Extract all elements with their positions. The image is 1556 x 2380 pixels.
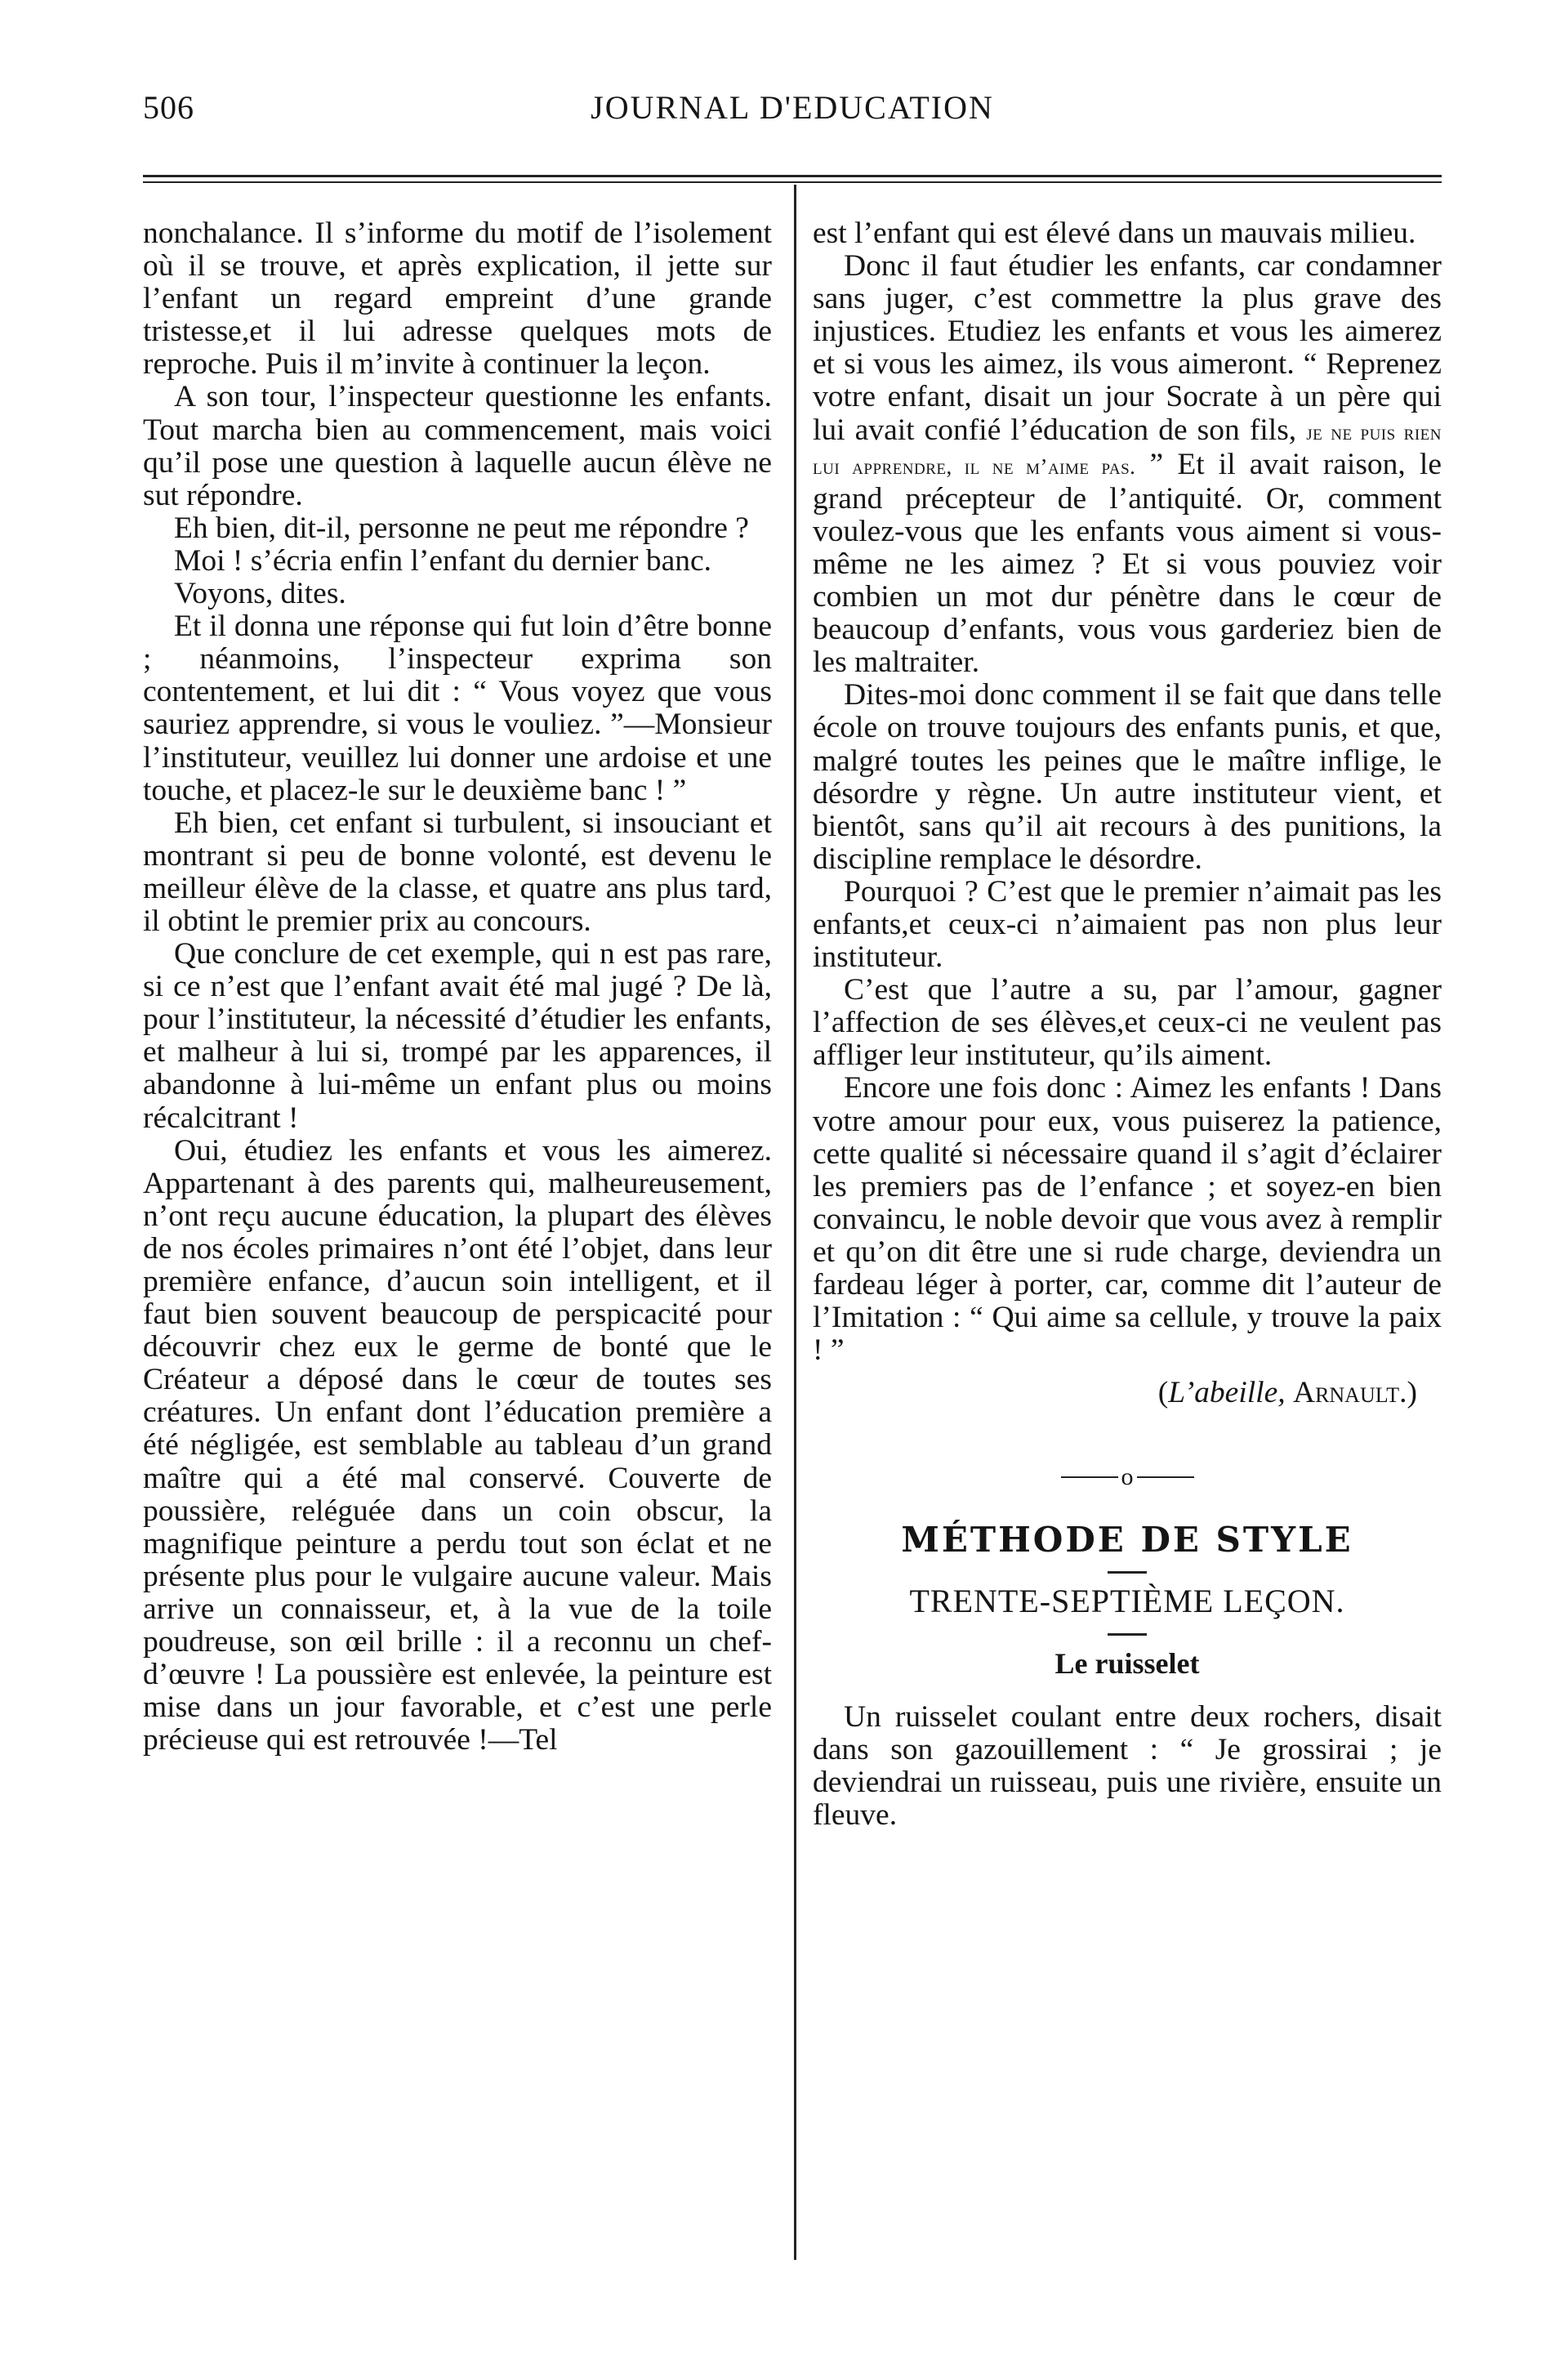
paragraph: Oui, étudiez les enfants et vous les aimerez. Appartenant à des parents qui, malheureusement, n’ont reçu aucune éducation, la plupart des élèves de nos écoles primaires n’ont été l’objet, dans leur première enfance, d’aucun soin intelligent, et il faut bien souvent beaucoup de perspicacité pour découvrir chez eux le germe de bonté que le Créateur a déposé dans le cœur de toutes ses créatures. Un enfant dont l’éducation première a été négligée, est semblable au tableau d’un grand maître qui a été mal conservé. Couverte de poussière, reléguée dans un coin obscur, la magnifique peinture a perdu tout son éclat et ne présente plus pour le vulgaire aucune valeur. Mais arrive un connaisseur, et, à la vue de la toile poudreuse, son œil brille : il a reconnu un chef-d’œuvre ! La poussière est enlevée, la peinture est mise dans un jour favorable, et c’est une perle précieuse qui est retrouvée !—Tel xyxy=(143,1133,772,1757)
paragraph: Voyons, dites. xyxy=(174,577,346,611)
paragraph: Un ruisselet coulant entre deux rochers, disait dans son gazouillement : “ Je grossirai ; je deviendrai un ruisseau, puis une rivière, ensuite un fleuve. xyxy=(813,1699,1442,1832)
credit-source: L’abeille, xyxy=(1168,1376,1286,1410)
lesson-subtitle: Le ruisselet xyxy=(1054,1646,1200,1680)
lesson-title: TRENTE-SEPTIÈME LEÇON. xyxy=(909,1583,1345,1620)
paragraph: Que conclure de cet exemple, qui n est pas rare, si ce n’est que l’enfant avait été mal jugé ? De là, pour l’instituteur, la nécessité d’étudier les enfants, et malheur à lui si, trompé par les apparences, il abandonne à lui-même un enfant plus ou moins récalcitrant ! xyxy=(143,937,772,1135)
paragraph: est l’enfant qui est élevé dans un mauvais milieu. xyxy=(813,217,1416,250)
title-rule xyxy=(1108,1633,1147,1636)
paragraph: Et il donna une réponse qui fut loin d’être bonne ; néanmoins, l’inspecteur exprima son contentement, et lui dit : “ Vous voyez que vous sauriez apprendre, si vous le vouliez. ”—Monsieur l’instituteur, veuillez lui donner une ardoise et une touche, et placez-le sur le deuxième banc ! ” xyxy=(143,610,772,807)
right-column xyxy=(813,217,1442,1832)
separator-line xyxy=(1061,1476,1118,1478)
paragraph: Dites-moi donc comment il se fait que dans telle école on trouve toujours des enfants punis, et que, malgré toutes les peines que le maître inflige, le désordre y règne. Un autre instituteur vient, et bientôt, sans qu’il ait recours à des punitions, la discipline remplace le désordre. xyxy=(813,678,1442,876)
title-rule xyxy=(1108,1571,1147,1574)
page-number: 506 xyxy=(143,89,194,126)
paragraph: Encore une fois donc : Aimez les enfants ! Dans votre amour pour eux, vous puiserez la patience, cette qualité si nécessaire quand il s’agit d’éclairer les premiers pas de l’enfance ; et soyez-en bien convaincu, le noble devoir que vous avez à remplir et qu’on dit être une si rude charge, deviendra un fardeau léger à porter, car, comme dit l’auteur de l’Imitation : “ Qui aime sa cellule, y trouve la paix ! ” xyxy=(813,1071,1442,1368)
column-divider xyxy=(794,185,796,2260)
paragraph: Moi ! s’écria enfin l’enfant du dernier banc. xyxy=(174,543,712,578)
separator-ornament: o xyxy=(1121,1462,1134,1490)
section-separator xyxy=(813,1458,1442,1491)
header-rule xyxy=(143,175,1442,177)
running-title: JOURNAL D'EDUCATION xyxy=(591,89,994,126)
credit-author: Arnault. xyxy=(1292,1376,1407,1410)
paragraph: Eh bien, cet enfant si turbulent, si insouciant et montrant si peu de bonne volonté, est devenu le meilleur élève de la classe, et quatre ans plus tard, il obtint le premier prix au concours. xyxy=(143,806,772,938)
paragraph-socrates xyxy=(813,250,1442,679)
paragraph: nonchalance. Il s’informe du motif de l’isolement où il se trouve, et après explication, il jette sur l’enfant un regard empreint d’une grande tristesse,et il lui adresse quelques mots de reproche. Puis il m’invite à continuer la leçon. xyxy=(143,217,772,382)
credit-open: ( xyxy=(1157,1376,1169,1410)
paragraph: A son tour, l’inspecteur questionne les enfants. Tout marcha bien au commencement, mais voici qu’il pose une question à laquelle aucun élève ne sut répondre. xyxy=(143,380,772,512)
paragraph: C’est que l’autre a su, par l’amour, gagner l’affection de ses élèves,et ceux-ci ne veulent pas affliger leur instituteur, qu’ils aiment. xyxy=(813,973,1442,1073)
page-header xyxy=(143,88,1442,137)
paragraph-text: Donc il faut étudier les enfants, car condamner sans juger, c’est commettre la plus grave des injustices. Etudiez les enfants et vous les aimerez et si vous les aimez, ils vous aimeront. “ Reprenez votre enfant, disait un jour Socrate à un père qui lui avait confié l’éducation de son fils, xyxy=(813,249,1442,447)
paragraph-text: ” Et il avait raison, le grand précepteur de l’antiquité. Or, comment voulez-vous que les enfants vous aiment si vous-même ne les aimez ? Et si vous pouviez voir combien un mot dur pénètre dans le cœur de beaucoup d’enfants, vous vous garderiez bien de les maltraiter. xyxy=(813,447,1442,680)
section-title: MÉTHODE DE STYLE xyxy=(901,1520,1353,1561)
credit-close: ) xyxy=(1407,1376,1417,1410)
separator-line xyxy=(1137,1476,1194,1478)
paragraph: Pourquoi ? C’est que le premier n’aimait pas les enfants,et ceux-ci n’aimaient pas non plus leur instituteur. xyxy=(813,874,1442,975)
source-credit xyxy=(813,1377,1442,1409)
paragraph: Eh bien, dit-il, personne ne peut me répondre ? xyxy=(174,511,749,545)
header-rule-secondary xyxy=(143,181,1442,183)
socrates-quote: je ne puis rien lui apprendre, il ne m’aime pas. xyxy=(813,419,1442,479)
left-column xyxy=(143,217,772,1757)
